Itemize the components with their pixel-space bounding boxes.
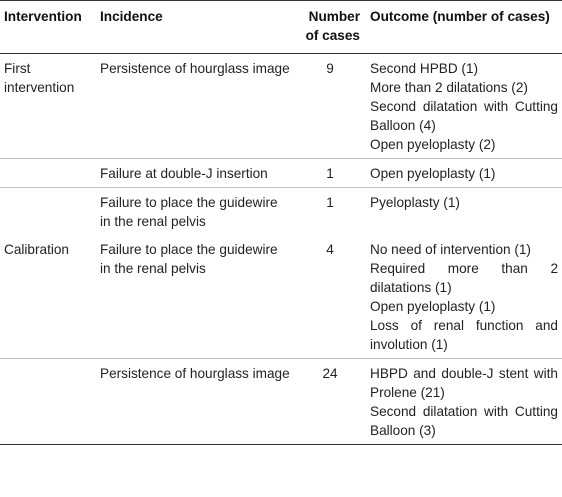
table-row bbox=[0, 54, 562, 159]
cell-number: 24 bbox=[322, 366, 338, 381]
cell-intervention bbox=[0, 188, 96, 236]
cell-incidence: Failure at double-J insertion bbox=[100, 166, 268, 181]
outcome-line: Second dilatation with Cutting Balloon (4) bbox=[370, 99, 558, 133]
header-number-of-cases: Number of cases bbox=[305, 9, 360, 43]
header-outcome: Outcome (number of cases) bbox=[370, 9, 550, 24]
cell-incidence: Persistence of hourglass image bbox=[100, 366, 290, 381]
outcome-line: Second dilatation with Cutting Balloon (3) bbox=[370, 404, 558, 438]
outcome-line: Loss of renal function and involution (1) bbox=[370, 318, 558, 352]
table-row bbox=[0, 159, 562, 188]
cell-outcome bbox=[366, 159, 562, 188]
table-row bbox=[0, 359, 562, 445]
outcome-line: Open pyeloplasty (2) bbox=[370, 137, 496, 152]
cell-intervention: Calibration bbox=[4, 242, 69, 257]
outcome-line: Pyeloplasty (1) bbox=[370, 195, 460, 210]
cell-incidence: Failure to place the guidewire in the renal pelvis bbox=[100, 195, 278, 229]
cell-number: 1 bbox=[326, 166, 334, 181]
cell-incidence: Failure to place the guidewire in the renal pelvis bbox=[100, 242, 278, 276]
cell-outcome bbox=[366, 54, 562, 159]
cell-outcome bbox=[366, 188, 562, 236]
outcome-line: More than 2 dilatations (2) bbox=[370, 80, 528, 95]
header-row bbox=[0, 1, 562, 54]
header-intervention: Intervention bbox=[4, 9, 82, 24]
cell-intervention bbox=[0, 359, 96, 445]
cell-intervention: First intervention bbox=[4, 61, 75, 95]
outcome-line: Second HPBD (1) bbox=[370, 61, 479, 76]
outcome-line: No need of intervention (1) bbox=[370, 242, 531, 257]
outcome-line: HBPD and double-J stent with Prolene (21) bbox=[370, 366, 558, 400]
outcome-line: Open pyeloplasty (1) bbox=[370, 299, 496, 314]
outcome-line: Open pyeloplasty (1) bbox=[370, 166, 496, 181]
table-row bbox=[0, 188, 562, 236]
header-incidence: Incidence bbox=[100, 9, 163, 24]
cell-incidence: Persistence of hourglass image bbox=[100, 61, 290, 76]
table-header bbox=[0, 1, 562, 54]
cell-number: 4 bbox=[326, 242, 334, 257]
cell-outcome bbox=[366, 235, 562, 359]
table-row bbox=[0, 235, 562, 359]
table-body bbox=[0, 54, 562, 445]
cell-number: 1 bbox=[326, 195, 334, 210]
outcome-line: Required more than 2 dilatations (1) bbox=[370, 261, 558, 295]
cell-intervention bbox=[0, 159, 96, 188]
cell-outcome bbox=[366, 359, 562, 445]
cell-number: 9 bbox=[326, 61, 334, 76]
